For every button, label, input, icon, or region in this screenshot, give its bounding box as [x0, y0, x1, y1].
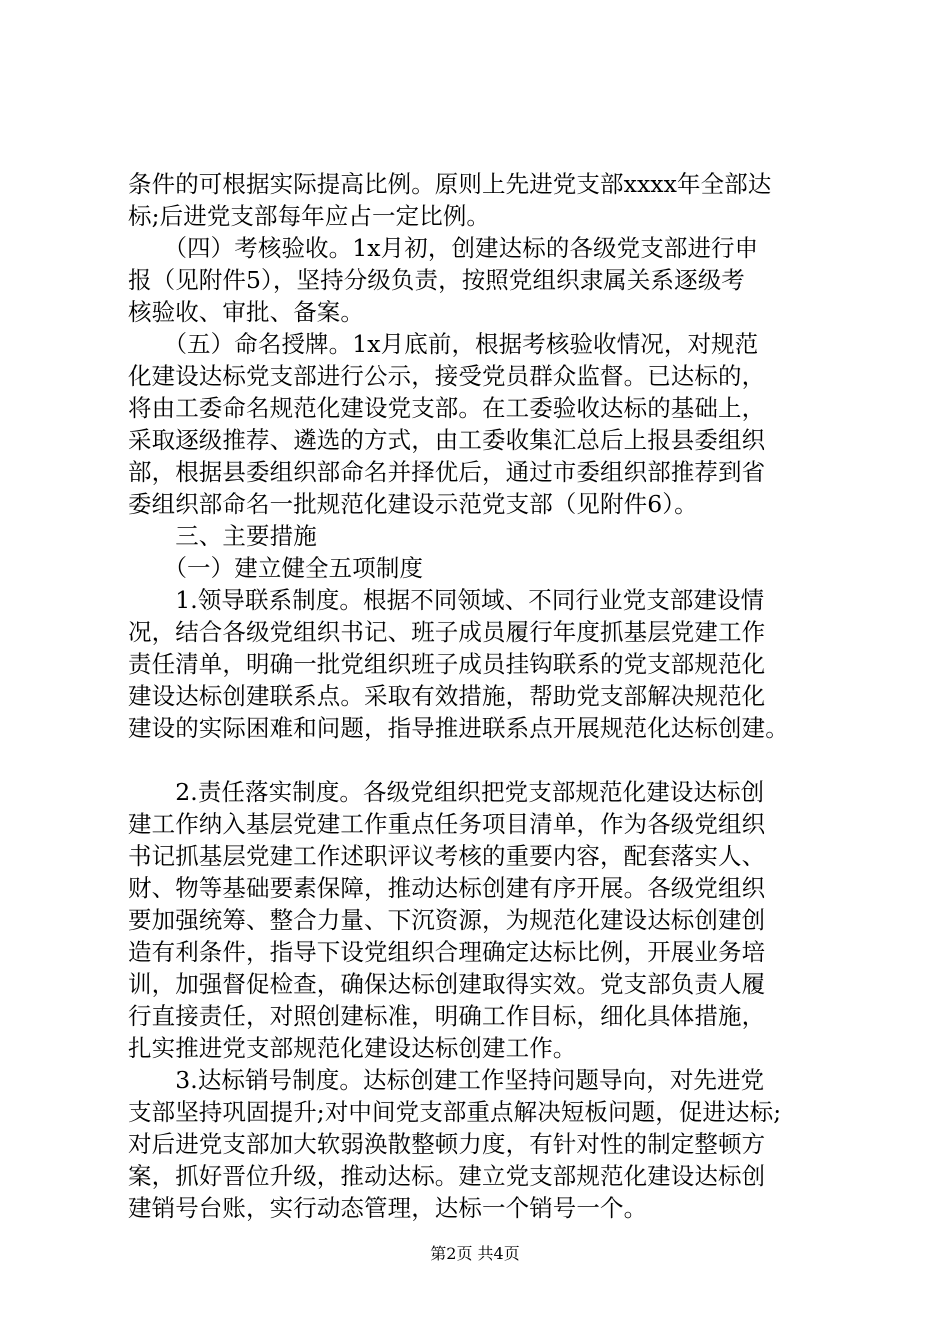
text-line: 财、物等基础要素保障，推动达标创建有序开展。各级党组织	[128, 874, 766, 902]
text-line: 3.达标销号制度。达标创建工作坚持问题导向，对先进党	[128, 1066, 765, 1094]
text-line: 化建设达标党支部进行公示，接受党员群众监督。已达标的，	[128, 362, 766, 390]
text-line: 书记抓基层党建工作述职评议考核的重要内容，配套落实人、	[128, 842, 766, 870]
text-line: 报（见附件5），坚持分级负责，按照党组织隶属关系逐级考	[128, 266, 745, 294]
text-line: 况，结合各级党组织书记、班子成员履行年度抓基层党建工作	[128, 618, 766, 646]
page-number-footer: 第2页 共4页	[430, 1244, 520, 1263]
text-line: 部，根据县委组织部命名并择优后，通过市委组织部推荐到省	[128, 458, 766, 486]
text-line: 责任清单，明确一批党组织班子成员挂钩联系的党支部规范化	[128, 650, 766, 678]
subsection-heading: （一）建立健全五项制度	[128, 554, 424, 582]
text-line: 支部坚持巩固提升;对中间党支部重点解决短板问题，促进达标;	[128, 1098, 782, 1126]
text-line: 建设达标创建联系点。采取有效措施，帮助党支部解决规范化	[128, 682, 766, 710]
text-line: 将由工委命名规范化建设党支部。在工委验收达标的基础上，	[128, 394, 766, 422]
text-line: 1.领导联系制度。根据不同领域、不同行业党支部建设情	[128, 586, 765, 614]
text-line: 训，加强督促检查，确保达标创建取得实效。党支部负责人履	[128, 970, 766, 998]
text-line: （四）考核验收。1x月初，创建达标的各级党支部进行申	[128, 234, 759, 262]
section-heading: 三、主要措施	[128, 522, 317, 550]
text-line: 建工作纳入基层党建工作重点任务项目清单，作为各级党组织	[128, 810, 766, 838]
document-body	[128, 168, 828, 1224]
text-line: 行直接责任，对照创建标准，明确工作目标，细化具体措施，	[128, 1002, 766, 1030]
text-line: 案，抓好晋位升级，推动达标。建立党支部规范化建设达标创	[128, 1162, 766, 1190]
text-line: 造有利条件，指导下设党组织合理确定达标比例，开展业务培	[128, 938, 766, 966]
text-line: 要加强统筹、整合力量、下沉资源，为规范化建设达标创建创	[128, 906, 766, 934]
text-line: 2.责任落实制度。各级党组织把党支部规范化建设达标创	[128, 778, 765, 806]
text-line: 核验收、审批、备案。	[128, 298, 364, 326]
text-line: 标;后进党支部每年应占一定比例。	[128, 202, 491, 230]
text-line: 委组织部命名一批规范化建设示范党支部（见附件6）。	[128, 490, 698, 518]
text-line: （五）命名授牌。1x月底前，根据考核验收情况，对规范	[128, 330, 759, 358]
text-line: 建销号台账，实行动态管理，达标一个销号一个。	[128, 1194, 648, 1222]
text-line: 条件的可根据实际提高比例。原则上先进党支部xxxx年全部达	[128, 170, 772, 198]
blank-line	[128, 744, 828, 776]
text-line: 建设的实际困难和问题，指导推进联系点开展规范化达标创建。	[128, 714, 789, 742]
text-line: 对后进党支部加大软弱涣散整顿力度，有针对性的制定整顿方	[128, 1130, 766, 1158]
text-line: 扎实推进党支部规范化建设达标创建工作。	[128, 1034, 577, 1062]
text-line: 采取逐级推荐、遴选的方式，由工委收集汇总后上报县委组织	[128, 426, 766, 454]
